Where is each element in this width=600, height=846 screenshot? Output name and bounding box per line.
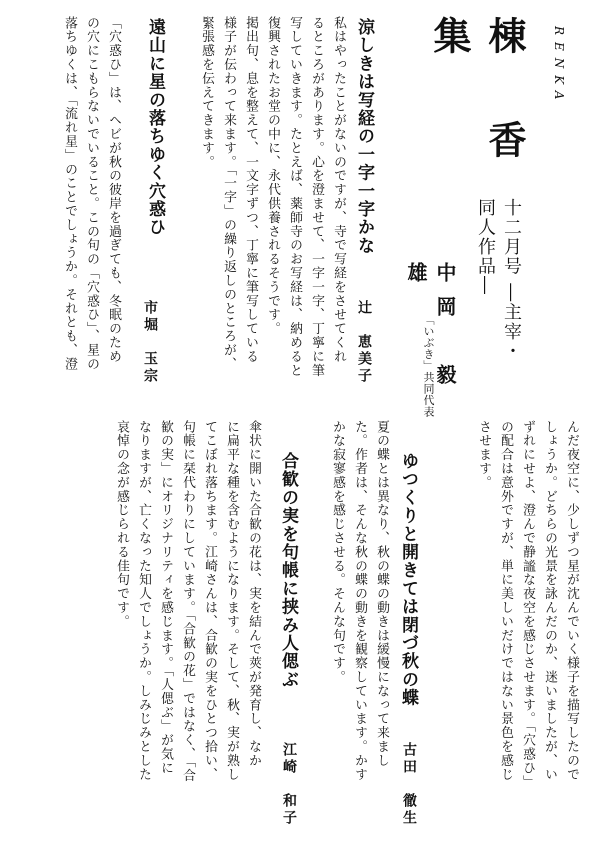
body-line: 写していきます。たとえば、薬師寺のお写経は、納めると: [287, 16, 302, 378]
body-line: た。作者は、そんな秋の蝶の動きを観察しています。かす: [352, 420, 367, 782]
body-line: の配合は意外ですが、単に美しいだけではない景色を感じ: [498, 420, 513, 782]
body-line: しょうか。どちらの光景を詠んだのか、迷いましたが、い: [542, 420, 557, 782]
title-ruby: RENKA: [552, 26, 566, 107]
body-line: ずれにせよ、澄んで静謐な夜空を感じさせます。「穴惑ひ」: [520, 420, 535, 789]
article-3-title: ゆつくりと開きては閉づ秋の蝶: [398, 452, 418, 707]
body-line: かな寂寥感を感じさせる。そんな句です。: [330, 420, 345, 685]
article-4-title: 合歓の実を句帳に挟み人偲ぶ: [278, 452, 298, 689]
body-line: 句帳に栞代わりにしています。「合歓の花」ではなく、「合: [180, 420, 195, 783]
body-line: 掲出句、息を整えて、一文字ずつ、丁寧に筆写している: [243, 16, 258, 364]
body-line: なりますが、亡くなった知人でしょうか。しみじみとした: [136, 420, 151, 782]
body-line: 傘状に開いた合歓の花は、実を結んで莢が発育し、なか: [246, 420, 261, 768]
article-1-body: [173, 16, 349, 416]
body-line: るところがあります。心を澄ませて、一字一字、丁寧に筆: [309, 16, 324, 378]
article-1-author: 辻 恵美子: [356, 300, 372, 385]
body-line: させます。: [476, 420, 491, 490]
body-line: の穴にこもらないでいること。この句の「穴惑ひ」、星の: [84, 16, 99, 371]
article-1-title: 涼しきは写経の一字一字かな: [354, 18, 374, 255]
body-line: 「穴惑ひ」は、ヘビが秋の彼岸を過ぎても、冬眠のため: [106, 16, 121, 364]
editor-name: 中岡 毅雄: [404, 262, 457, 398]
body-line: 様子が伝わって来ます。「一字」の繰り返しのところが、: [221, 16, 236, 371]
editor-role: 「いぶき」共同代表: [422, 314, 435, 418]
body-line: 夏の蝶とは異なり、秋の蝶の動きは緩慢になって来まし: [374, 420, 389, 768]
body-line: てこぼれ落ちます。江崎さんは、合歓の実をひとつ拾い、: [202, 420, 217, 782]
page-subtitle: 十二月号 ―主宰・同人作品―: [475, 198, 522, 362]
body-line: 歓の実」にオリジナリティを感じます。「人偲ぶ」が気に: [158, 420, 173, 775]
article-2-author: 市堀 玉宗: [142, 300, 158, 385]
article-3-author: 古田 徹生: [401, 742, 417, 827]
article-2-body-a: [14, 16, 124, 416]
article-2-body-b: [402, 420, 582, 826]
body-line: 落ちゆくは、「流れ星」のことでしょうか。それとも、澄: [62, 16, 77, 371]
page-title: 棟 香 集: [427, 16, 527, 224]
body-line: 復興されたお堂の中に、永代供養されるそうです。: [265, 16, 280, 336]
article-4-author: 江崎 和子: [281, 742, 297, 827]
article-2-title: 遠山に星の落ちゆく穴惑ひ: [145, 18, 165, 237]
body-line: に扁平な種を含むようになります。そして、秋、実が熟し: [224, 420, 239, 782]
article-4-body: [84, 420, 264, 826]
body-line: 緊張感を伝えてきます。: [199, 16, 214, 169]
body-line: 私はやったことがないのですが、寺で写経をさせてくれ: [331, 16, 346, 364]
article-3-body: [314, 420, 392, 826]
body-line: 哀悼の念が感じられる佳句です。: [114, 420, 129, 629]
body-line: んだ夜空に、少しずつ星が沈んでいく様子を描写したので: [564, 420, 579, 782]
